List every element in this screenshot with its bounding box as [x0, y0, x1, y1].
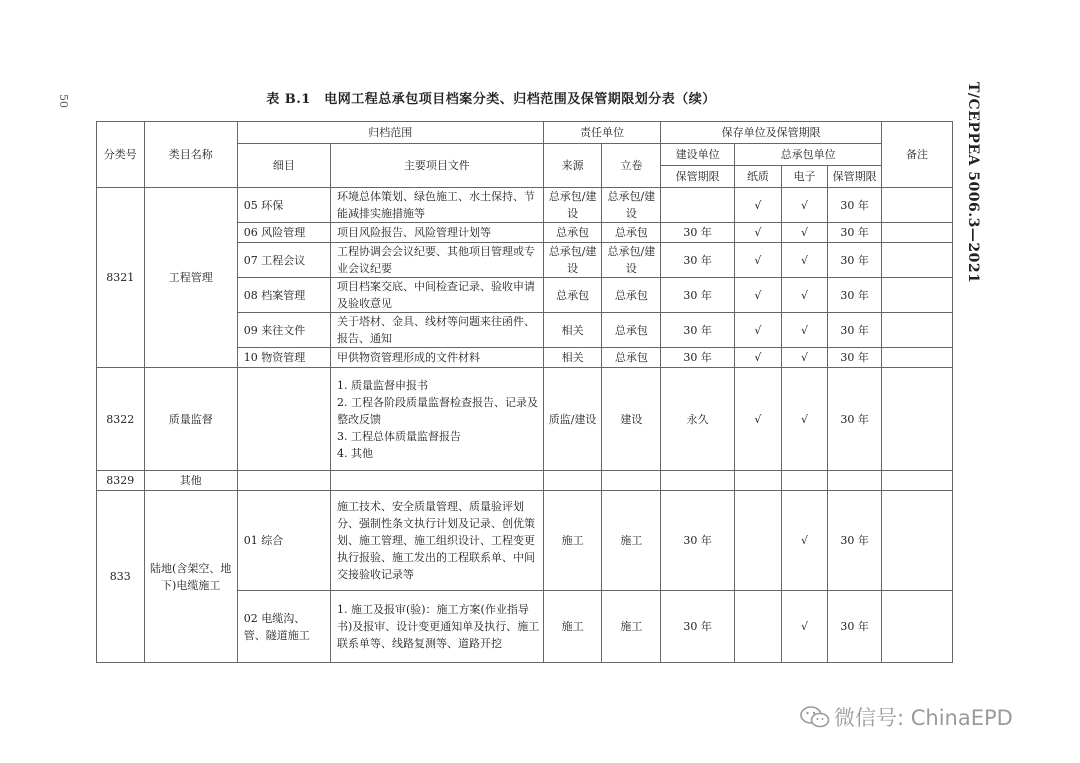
header-paper: 纸质 [735, 166, 782, 188]
item-cell: 01 综合 [237, 491, 330, 591]
source-cell [543, 471, 602, 491]
remark-cell [882, 348, 953, 368]
category-name: 其他 [144, 471, 237, 491]
class-code: 8322 [97, 368, 145, 471]
electronic-cell: √ [781, 591, 828, 663]
remark-cell [882, 223, 953, 243]
owner-period-cell: 永久 [661, 368, 735, 471]
period-cell: 30 年 [828, 368, 882, 471]
table-row [97, 188, 953, 223]
filing-cell: 建设 [602, 368, 661, 471]
paper-cell: √ [735, 348, 782, 368]
doc-line: 2. 工程各阶段质量监督检查报告、记录及整改反馈 [336, 395, 538, 426]
remark-cell [882, 188, 953, 223]
item-cell: 10 物资管理 [237, 348, 330, 368]
item-cell [237, 368, 330, 471]
docs-cell [330, 591, 543, 663]
paper-cell: √ [735, 188, 782, 223]
source-cell: 总承包 [543, 278, 602, 313]
standard-code: T/CEPPEA 5006.3—2021 [965, 82, 981, 284]
electronic-cell: √ [781, 223, 828, 243]
item-cell: 08 档案管理 [237, 278, 330, 313]
doc-line: 项目风险报告、风险管理计划等 [336, 226, 491, 239]
header-contractor-period: 保管期限 [828, 166, 882, 188]
owner-period-cell: 30 年 [661, 491, 735, 591]
doc-line: 1. 质量监督申报书 [336, 378, 428, 392]
category-name: 质量监督 [144, 368, 237, 471]
remark-cell [882, 278, 953, 313]
table-title: 表 B.1 电网工程总承包项目档案分类、归档范围及保管期限划分表（续） [266, 92, 716, 107]
owner-period-cell [661, 471, 735, 491]
electronic-cell: √ [781, 348, 828, 368]
owner-period-cell: 30 年 [661, 223, 735, 243]
page-number: 50 [57, 94, 70, 108]
remark-cell [882, 313, 953, 348]
header-electronic: 电子 [781, 166, 828, 188]
filing-cell: 总承包/建设 [602, 188, 661, 223]
docs-cell [330, 313, 543, 348]
docs-cell [330, 471, 543, 491]
electronic-cell: √ [781, 313, 828, 348]
item-cell: 06 风险管理 [237, 223, 330, 243]
filing-cell: 施工 [602, 491, 661, 591]
period-cell: 30 年 [828, 491, 882, 591]
source-cell: 相关 [543, 313, 602, 348]
period-cell: 30 年 [828, 313, 882, 348]
doc-line: 项目档案交底、中间检查记录、验收申请及验收意见 [336, 280, 535, 310]
archive-table [96, 121, 953, 663]
docs-cell [330, 491, 543, 591]
electronic-cell: √ [781, 243, 828, 278]
doc-line: 关于塔材、金具、线材等问题来往函件、报告、通知 [336, 315, 535, 345]
filing-cell: 总承包 [602, 278, 661, 313]
header-owner-period: 保管期限 [661, 166, 735, 188]
doc-line: 施工技术、安全质量管理、质量验评划分、强制性条文执行计划及记录、创优策划、施工管理、施工组织设计、工程变更执行报验、施工发出的工程联系单、中间交接验收记录等 [336, 500, 535, 581]
wechat-icon [800, 706, 830, 728]
header-owner: 建设单位 [661, 144, 735, 166]
period-cell: 30 年 [828, 243, 882, 278]
class-code: 833 [97, 491, 145, 663]
remark-cell [882, 243, 953, 278]
filing-cell: 总承包 [602, 348, 661, 368]
electronic-cell: √ [781, 188, 828, 223]
header-archive-scope: 归档范围 [237, 122, 543, 144]
class-code: 8329 [97, 471, 145, 491]
item-cell: 09 来往文件 [237, 313, 330, 348]
table-row [97, 491, 953, 591]
owner-period-cell: 30 年 [661, 348, 735, 368]
table-row [97, 471, 953, 491]
header-filing: 立卷 [602, 144, 661, 188]
class-code: 8321 [97, 188, 145, 368]
period-cell: 30 年 [828, 223, 882, 243]
electronic-cell: √ [781, 491, 828, 591]
header-responsibility: 责任单位 [543, 122, 661, 144]
remark-cell [882, 491, 953, 591]
table-row [97, 368, 953, 471]
doc-line: 工程协调会会议纪要、其他项目管理或专业会议纪要 [336, 245, 535, 275]
docs-cell [330, 243, 543, 278]
doc-line: 甲供物资管理形成的文件材料 [336, 351, 480, 364]
doc-line: 4. 其他 [336, 446, 373, 460]
watermark [800, 702, 1013, 732]
source-cell: 施工 [543, 591, 602, 663]
watermark-text: 微信号: ChinaEPD [834, 706, 1013, 730]
header-remarks: 备注 [882, 122, 953, 188]
header-main-docs: 主要项目文件 [330, 144, 543, 188]
period-cell [828, 471, 882, 491]
filing-cell: 施工 [602, 591, 661, 663]
header-category: 类目名称 [144, 122, 237, 188]
paper-cell [735, 591, 782, 663]
source-cell: 质监/建设 [543, 368, 602, 471]
remark-cell [882, 368, 953, 471]
doc-line: 3. 工程总体质量监督报告 [336, 429, 461, 443]
doc-line: 1. 施工及报审(验)：施工方案(作业指导书)及报审、设计变更通知单及执行、施工联系单等、线路复测等、道路开挖 [336, 603, 540, 650]
source-cell: 施工 [543, 491, 602, 591]
owner-period-cell: 30 年 [661, 243, 735, 278]
filing-cell: 总承包 [602, 313, 661, 348]
filing-cell: 总承包/建设 [602, 243, 661, 278]
filing-cell: 总承包 [602, 223, 661, 243]
source-cell: 总承包/建设 [543, 243, 602, 278]
source-cell: 总承包/建设 [543, 188, 602, 223]
owner-period-cell: 30 年 [661, 313, 735, 348]
period-cell: 30 年 [828, 591, 882, 663]
docs-cell [330, 348, 543, 368]
remark-cell [882, 471, 953, 491]
item-cell [237, 471, 330, 491]
header-contractor: 总承包单位 [735, 144, 882, 166]
item-cell: 02 电缆沟、管、隧道施工 [237, 591, 330, 663]
owner-period-cell: 30 年 [661, 278, 735, 313]
doc-line: 环境总体策划、绿色施工、水土保持、节能减排实施措施等 [336, 190, 535, 220]
electronic-cell [781, 471, 828, 491]
item-cell: 07 工程会议 [237, 243, 330, 278]
period-cell: 30 年 [828, 278, 882, 313]
paper-cell: √ [735, 313, 782, 348]
paper-cell: √ [735, 278, 782, 313]
remark-cell [882, 591, 953, 663]
paper-cell [735, 471, 782, 491]
electronic-cell: √ [781, 368, 828, 471]
paper-cell: √ [735, 368, 782, 471]
source-cell: 相关 [543, 348, 602, 368]
item-cell: 05 环保 [237, 188, 330, 223]
filing-cell [602, 471, 661, 491]
electronic-cell: √ [781, 278, 828, 313]
header-source: 来源 [543, 144, 602, 188]
docs-cell [330, 368, 543, 471]
period-cell: 30 年 [828, 348, 882, 368]
docs-cell [330, 278, 543, 313]
category-name: 工程管理 [144, 188, 237, 368]
header-code: 分类号 [97, 122, 145, 188]
docs-cell [330, 223, 543, 243]
period-cell: 30 年 [828, 188, 882, 223]
owner-period-cell: 30 年 [661, 591, 735, 663]
paper-cell: √ [735, 223, 782, 243]
paper-cell [735, 491, 782, 591]
docs-cell [330, 188, 543, 223]
header-item: 细目 [237, 144, 330, 188]
header-retention: 保存单位及保管期限 [661, 122, 882, 144]
source-cell: 总承包 [543, 223, 602, 243]
category-name: 陆地(含架空、地下)电缆施工 [144, 491, 237, 663]
owner-period-cell [661, 188, 735, 223]
paper-cell: √ [735, 243, 782, 278]
